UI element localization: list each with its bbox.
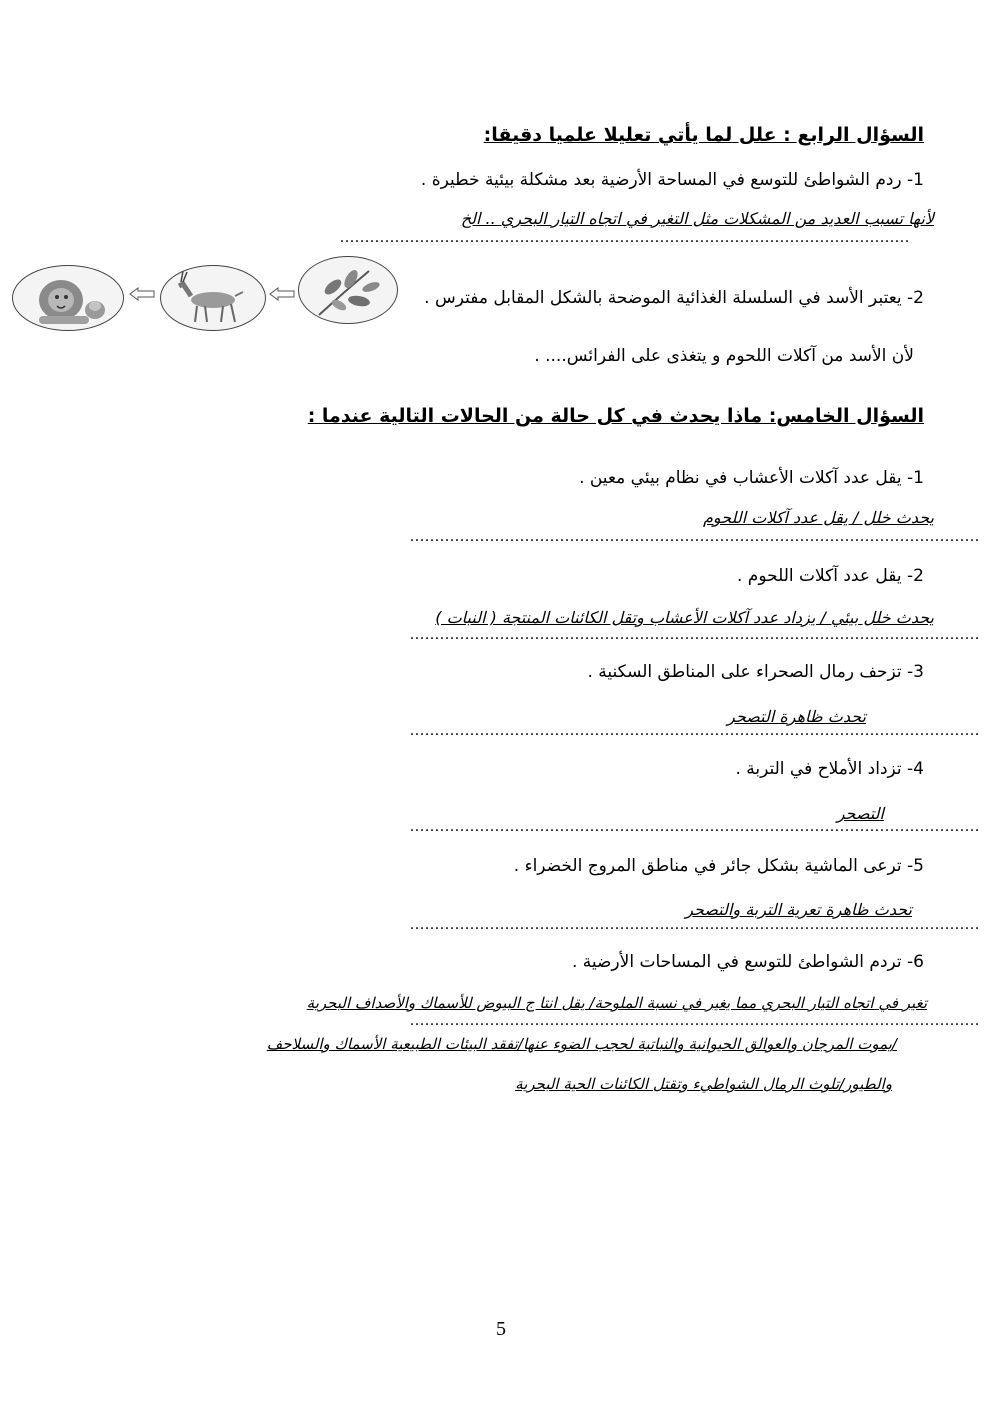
- q5-item6-text: 6- تردم الشواطئ للتوسع في المساحات الأرضية .: [571, 952, 924, 972]
- q5-item3-answer: تحدث ظاهرة التصحر: [727, 707, 866, 726]
- q5-item1-dotted-line: ..................................................................................................................: [410, 528, 980, 545]
- q5-item4-answer: التصحر: [836, 804, 884, 823]
- plant-icon: [298, 256, 398, 324]
- q5-item5-answer: تحدث ظاهرة تعرية التربة والتصحر: [685, 900, 912, 919]
- q5-item5-dotted-line: ..................................................................................................................: [410, 916, 980, 933]
- lion-icon: [12, 265, 124, 331]
- q5-item2-answer: يحدث خلل بيئي / يزداد عدد آكلات الأعشاب وتقل الكائنات المنتجة ( النبات ): [435, 608, 934, 627]
- q5-item2-dotted-line: ..................................................................................................................: [410, 626, 980, 643]
- q5-item4-text: 4- تزداد الأملاح في التربة .: [735, 759, 924, 779]
- q5-item3-dotted-line: ..................................................................................................................: [410, 722, 980, 739]
- q5-item1-answer: يحدث خلل / يقل عدد آكلات اللحوم: [703, 508, 934, 527]
- q5-item3-text: 3- تزحف رمال الصحراء على المناطق السكنية .: [587, 662, 924, 682]
- q4-item1-dotted-line: ..................................................................................................................: [340, 229, 910, 246]
- q4-item2-text: 2- يعتبر الأسد في السلسلة الغذائية الموضحة بالشكل المقابل مفترس .: [424, 288, 924, 308]
- q4-item1-text: 1- ردم الشواطئ للتوسع في المساحة الأرضية بعد مشكلة بيئية خطيرة .: [420, 170, 924, 190]
- gazelle-icon: [160, 265, 266, 331]
- q5-item1-text: 1- يقل عدد آكلات الأعشاب في نظام بيئي معين .: [579, 468, 924, 488]
- q4-heading: السؤال الرابع : علل لما يأتي تعليلا علميا دقيقا:: [483, 124, 924, 146]
- q4-item2-answer: لأن الأسد من آكلات اللحوم و يتغذى على الفرائس.... .: [534, 346, 914, 366]
- q5-item6-answer-line3: والطيور/تلوث الرمال الشواطيء وتقتل الكائنات الحية البحرية: [515, 1075, 892, 1093]
- page-number: 5: [496, 1318, 506, 1340]
- left-arrow-icon: [128, 287, 156, 301]
- q5-item6-answer-line2: /يموت المرجان والعوالق الحيوانية والنباتية لحجب الضوء عنها/تفقد البيئات الطبيعية الأسماك والسلاحف: [266, 1035, 897, 1053]
- q4-item1-answer: لأنها تسبب العديد من المشكلات مثل التغير في اتجاه التيار البحري .. الخ: [460, 209, 934, 228]
- left-arrow-icon: [268, 287, 296, 301]
- q5-item4-dotted-line: ..................................................................................................................: [410, 818, 980, 835]
- q5-item2-text: 2- يقل عدد آكلات اللحوم .: [736, 566, 924, 586]
- q5-item6-answer-line1: تغير في اتجاه التيار البحري مما يغير في نسبة الملوحة/ يقل انتا ج البيوض للأسماك والأصداف البحرية: [306, 994, 927, 1012]
- q5-item6-dotted-line: ..................................................................................................................: [410, 1012, 980, 1029]
- q5-item5-text: 5- ترعى الماشية بشكل جائر في مناطق المروج الخضراء .: [513, 856, 924, 876]
- q5-heading: السؤال الخامس: ماذا يحدث في كل حالة من الحالات التالية عندما :: [307, 405, 924, 427]
